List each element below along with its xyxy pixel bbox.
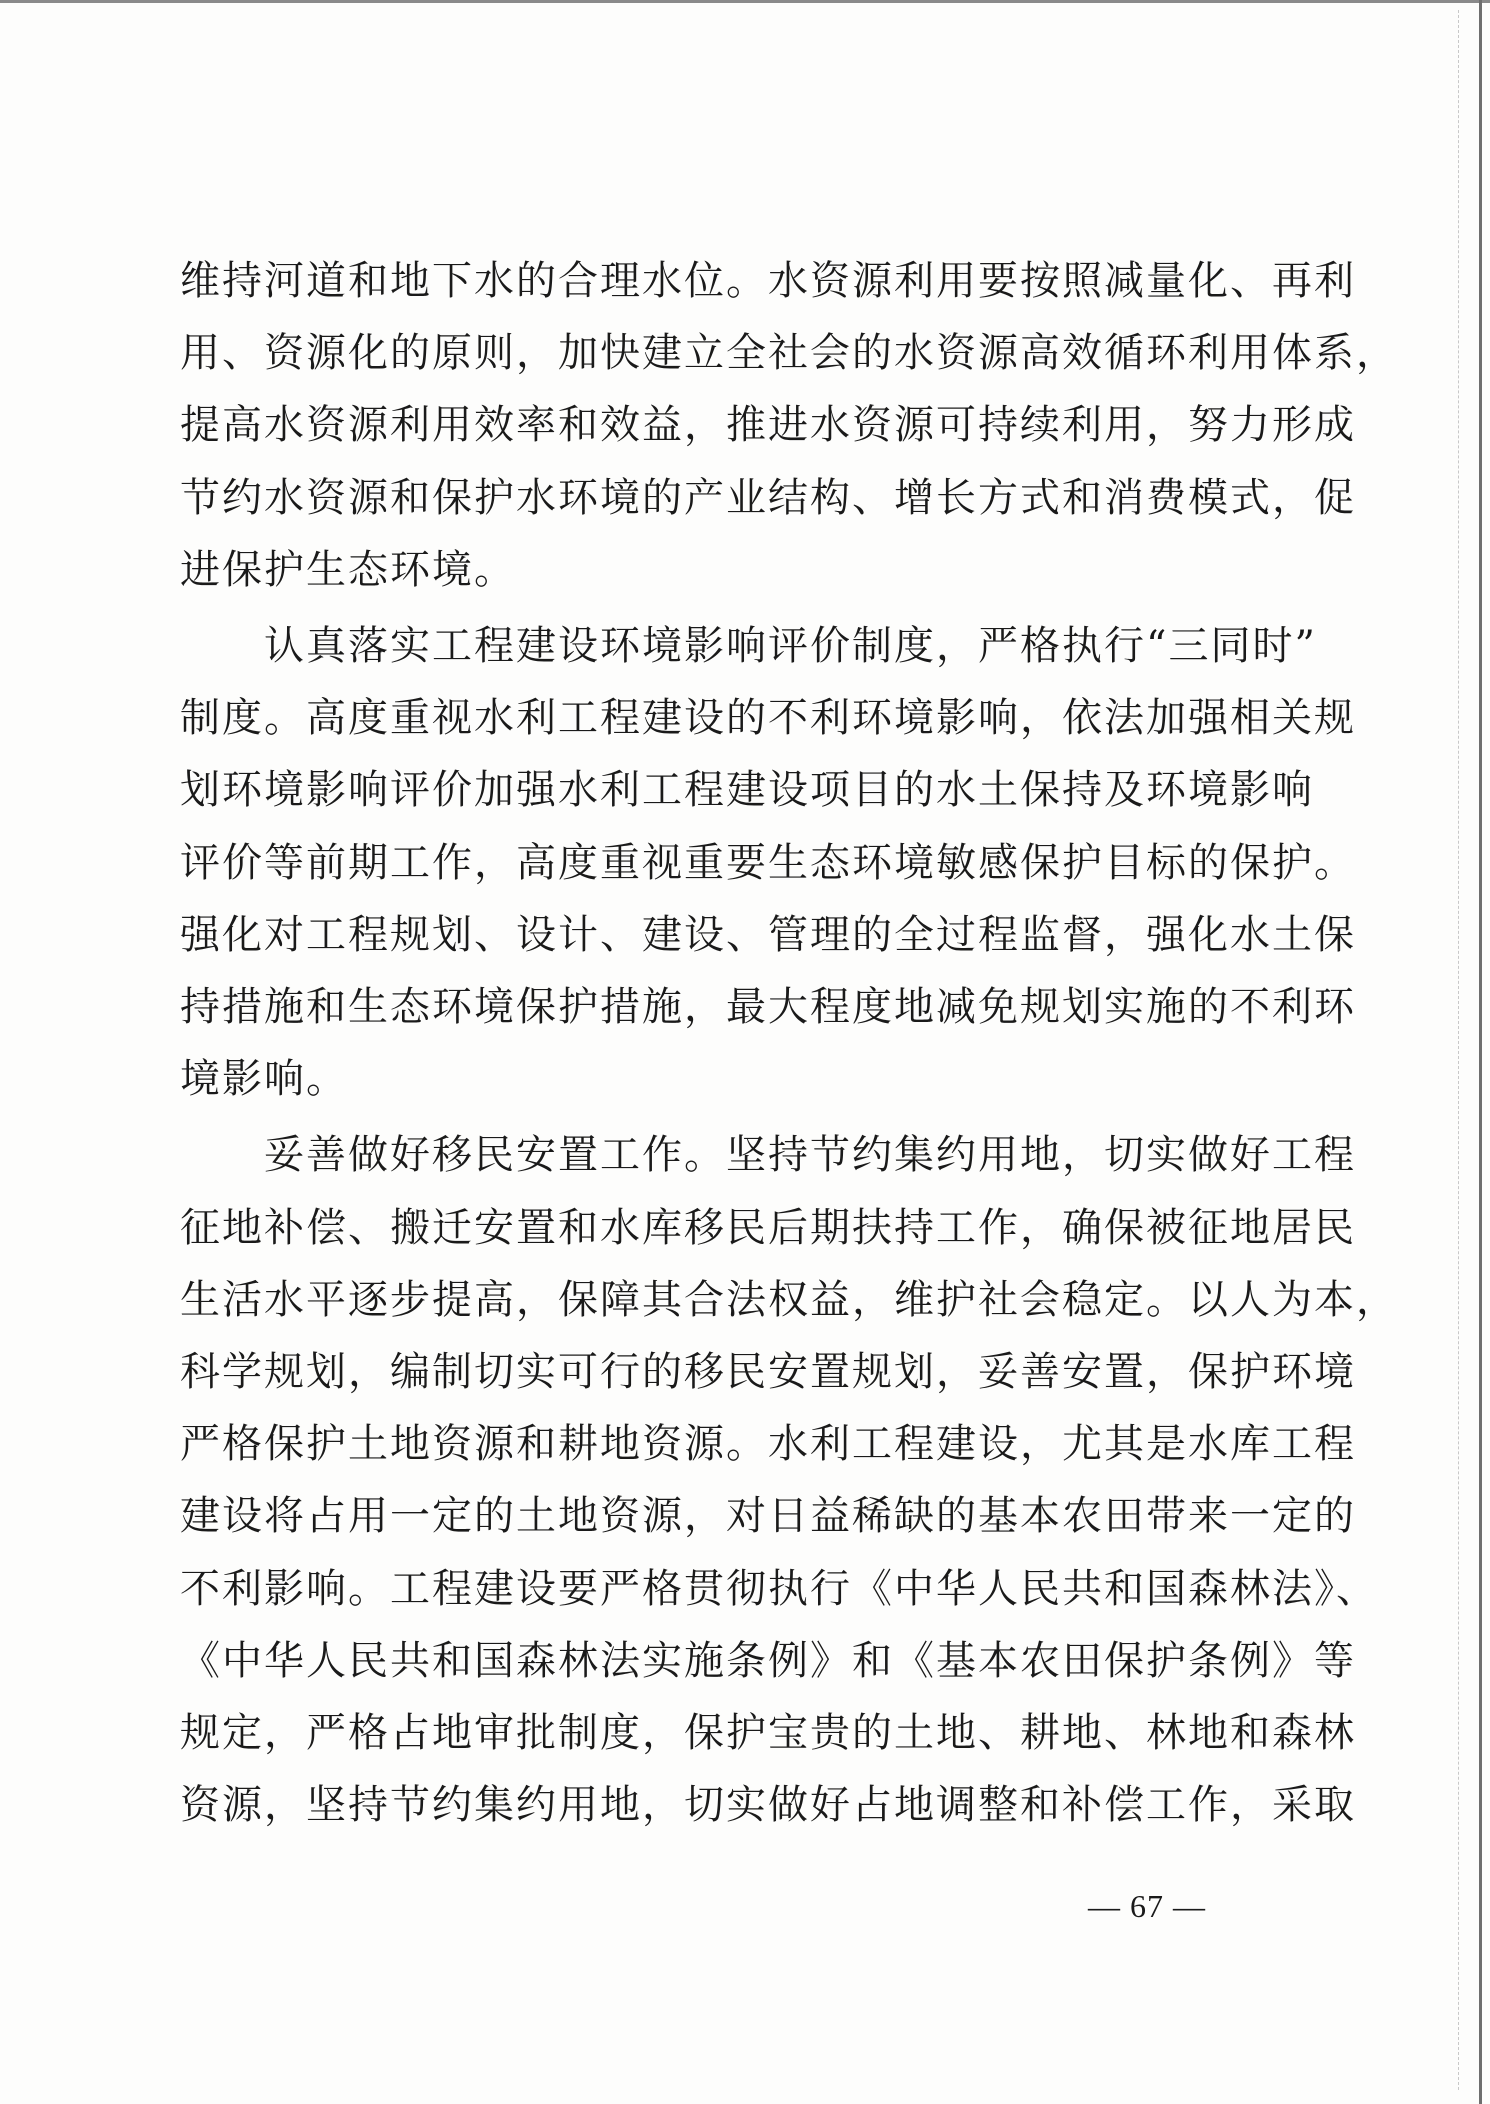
text-line: 《中华人民共和国森林法实施条例》和《基本农田保护条例》等 bbox=[180, 1637, 1356, 1684]
page-number: — 67 — bbox=[1088, 1888, 1206, 1924]
scan-binding-line bbox=[1458, 10, 1460, 2090]
text-line: 生活水平逐步提高，保障其合法权益，维护社会稳定。以人为本， bbox=[180, 1276, 1398, 1323]
text-line: 境影响。 bbox=[180, 1056, 348, 1103]
text-line: 强化对工程规划、设计、建设、管理的全过程监督，强化水土保 bbox=[180, 911, 1356, 958]
paragraph-resettlement bbox=[180, 1119, 1398, 1841]
text-line: 提高水资源利用效率和效益，推进水资源可持续利用，努力形成 bbox=[180, 402, 1356, 449]
text-line: 建设将占用一定的土地资源，对日益稀缺的基本农田带来一定的 bbox=[180, 1493, 1356, 1540]
paragraph-environmental-assessment bbox=[180, 610, 1356, 1115]
paragraph-water-resources bbox=[180, 245, 1398, 606]
text-line: 维持河道和地下水的合理水位。水资源利用要按照减量化、再利 bbox=[180, 258, 1356, 304]
text-line: 认真落实工程建设环境影响评价制度，严格执行“三同时” bbox=[180, 623, 1317, 670]
text-line: 制度。高度重视水利工程建设的不利环境影响，依法加强相关规 bbox=[180, 695, 1356, 742]
text-line: 评价等前期工作，高度重视重要生态环境敏感保护目标的保护。 bbox=[180, 839, 1356, 886]
text-line: 不利影响。工程建设要严格贯彻执行《中华人民共和国森林法》、 bbox=[180, 1565, 1378, 1612]
body-text bbox=[180, 245, 1398, 1845]
text-line: 用、资源化的原则，加快建立全社会的水资源高效循环利用体系， bbox=[180, 330, 1398, 377]
text-line: 征地补偿、搬迁安置和水库移民后期扶持工作，确保被征地居民 bbox=[180, 1204, 1356, 1251]
scan-edge-right bbox=[1479, 0, 1482, 2104]
text-line: 持措施和生态环境保护措施，最大程度地减免规划实施的不利环 bbox=[180, 984, 1356, 1031]
text-line: 划环境影响评价加强水利工程建设项目的水土保持及环境影响 bbox=[180, 767, 1314, 814]
text-line: 进保护生态环境。 bbox=[180, 546, 516, 593]
text-line: 严格保护土地资源和耕地资源。水利工程建设，尤其是水库工程 bbox=[180, 1421, 1356, 1468]
text-line: 资源，坚持节约集约用地，切实做好占地调整和补偿工作，采取 bbox=[180, 1782, 1356, 1829]
text-line: 节约水资源和保护水环境的产业结构、增长方式和消费模式，促 bbox=[180, 474, 1356, 521]
text-line: 妥善做好移民安置工作。坚持节约集约用地，切实做好工程 bbox=[180, 1132, 1356, 1179]
text-line: 规定，严格占地审批制度，保护宝贵的土地、耕地、林地和森林 bbox=[180, 1710, 1356, 1757]
text-line: 科学规划，编制切实可行的移民安置规划，妥善安置，保护环境 bbox=[180, 1349, 1356, 1396]
scan-edge-top bbox=[0, 0, 1490, 3]
